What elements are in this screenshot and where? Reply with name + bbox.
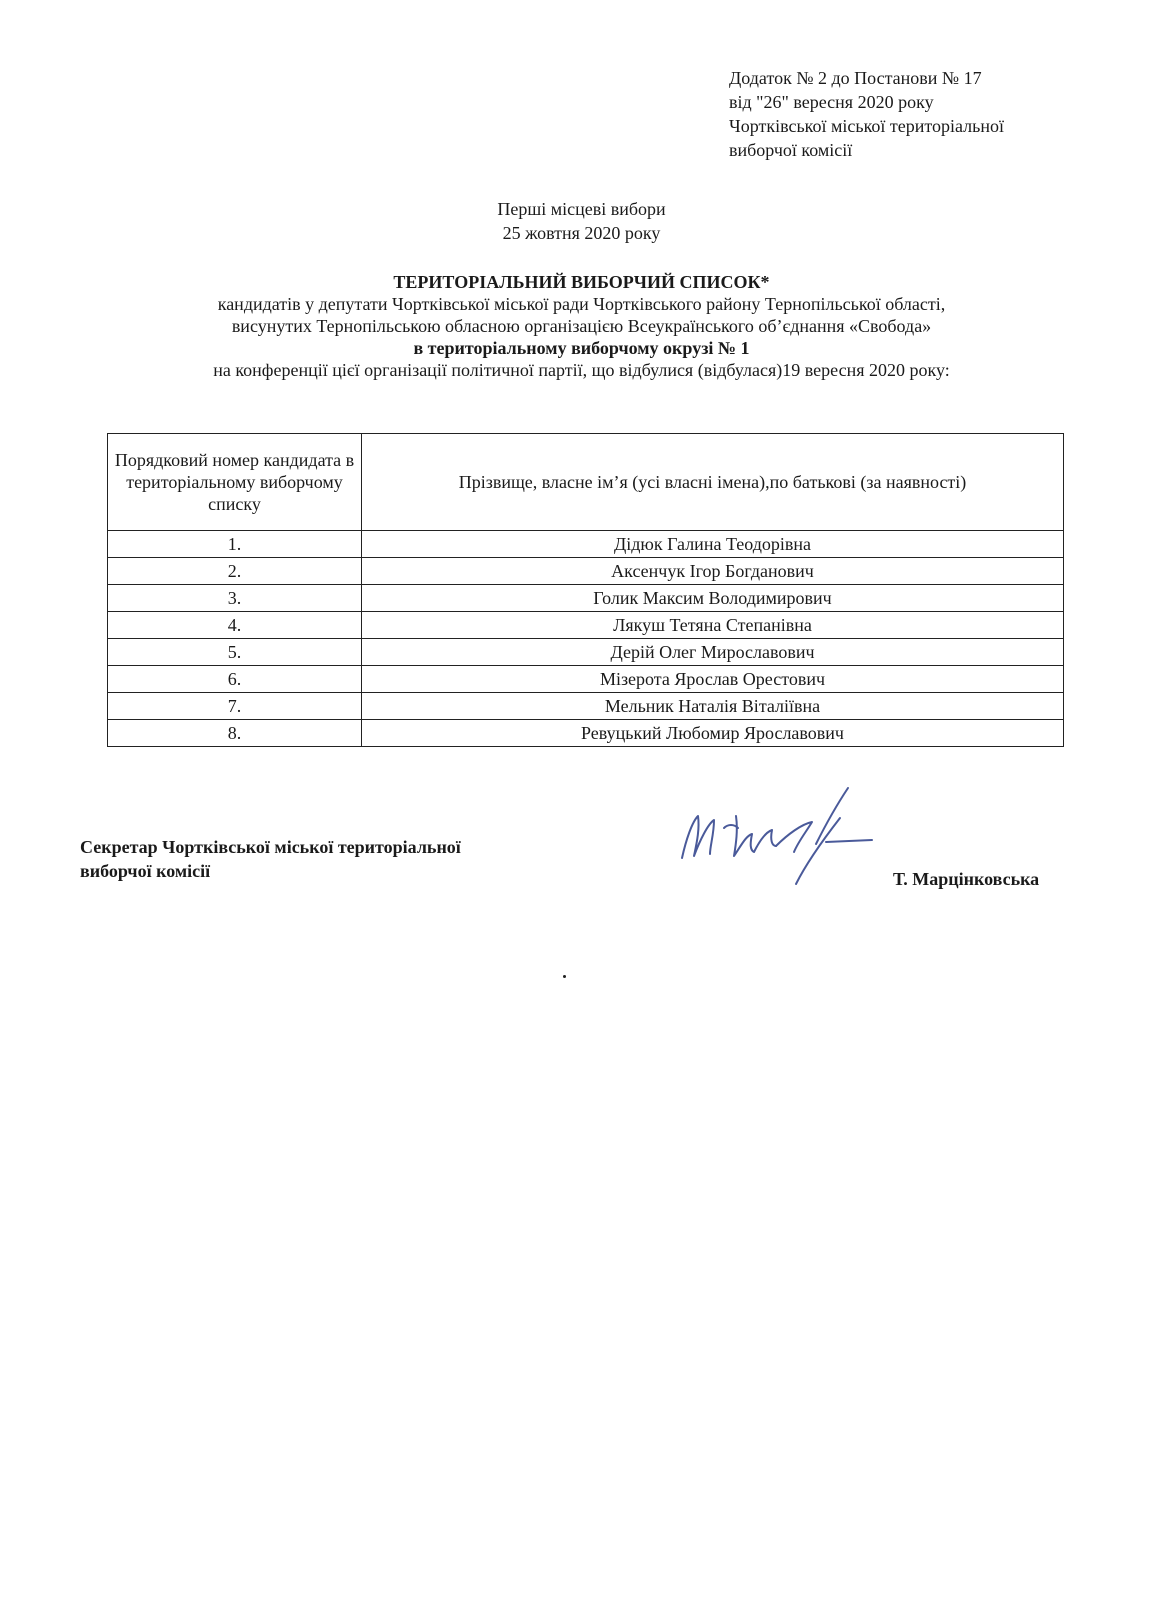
candidate-number: 5. (108, 639, 362, 666)
heading-line: кандидатів у депутати Чортківської міської ради Чортківського району Тернопільської області, (217, 294, 946, 314)
elections-name: Перші місцеві вибори (497, 199, 666, 219)
elections-block (0, 197, 1163, 245)
signature-image (676, 780, 906, 910)
candidate-number: 4. (108, 612, 362, 639)
header-number: Порядковий номер кандидата в територіальному виборчому списку (108, 434, 362, 531)
table-row (108, 612, 1064, 639)
candidate-name: Дерій Олег Мирославович (362, 639, 1064, 666)
table-row (108, 531, 1064, 558)
district-line: в територіальному виборчому окрузі № 1 (413, 338, 750, 358)
list-heading (0, 271, 1163, 381)
candidate-name: Лякуш Тетяна Степанівна (362, 612, 1064, 639)
table-row (108, 666, 1064, 693)
annex-line: від "26" вересня 2020 року (729, 92, 934, 112)
candidate-number: 8. (108, 720, 362, 747)
table-row (108, 693, 1064, 720)
candidate-number: 2. (108, 558, 362, 585)
candidates-table (107, 433, 1064, 747)
heading-line: на конференції цієї організації політичної партії, що відбулися (відбулася)19 вересня 2020 року: (213, 360, 950, 380)
header-name: Прізвище, власне ім’я (усі власні імена),по батькові (за наявності) (362, 434, 1064, 531)
secretary-role (80, 835, 461, 883)
role-line: виборчої комісії (80, 861, 211, 881)
candidate-name: Мельник Наталія Віталіївна (362, 693, 1064, 720)
table-row (108, 639, 1064, 666)
annex-line: виборчої комісії (729, 140, 853, 160)
role-line: Секретар Чортківської міської територіальної (80, 837, 461, 857)
secretary-name: Т. Марцінковська (893, 869, 1040, 889)
candidate-name: Голик Максим Володимирович (362, 585, 1064, 612)
candidate-name: Дідюк Галина Теодорівна (362, 531, 1064, 558)
ink-dot (563, 975, 566, 978)
candidate-name: Ревуцький Любомир Ярославович (362, 720, 1064, 747)
table-row (108, 720, 1064, 747)
heading-line: висунутих Тернопільською обласною організацією Всеукраїнського об’єднання «Свобода» (231, 316, 932, 336)
elections-date: 25 жовтня 2020 року (502, 223, 661, 243)
table-row (108, 585, 1064, 612)
annex-line: Чортківської міської територіальної (729, 116, 1005, 136)
annex-reference (729, 66, 1149, 162)
candidate-name: Аксенчук Ігор Богданович (362, 558, 1064, 585)
annex-line: Додаток № 2 до Постанови № 17 (729, 68, 982, 88)
candidate-number: 1. (108, 531, 362, 558)
candidate-number: 7. (108, 693, 362, 720)
list-title: ТЕРИТОРІАЛЬНИЙ ВИБОРЧИЙ СПИСОК* (393, 272, 770, 292)
table-row (108, 558, 1064, 585)
candidate-number: 3. (108, 585, 362, 612)
table-header-row (108, 434, 1064, 531)
candidate-number: 6. (108, 666, 362, 693)
candidate-name: Мізерота Ярослав Орестович (362, 666, 1064, 693)
